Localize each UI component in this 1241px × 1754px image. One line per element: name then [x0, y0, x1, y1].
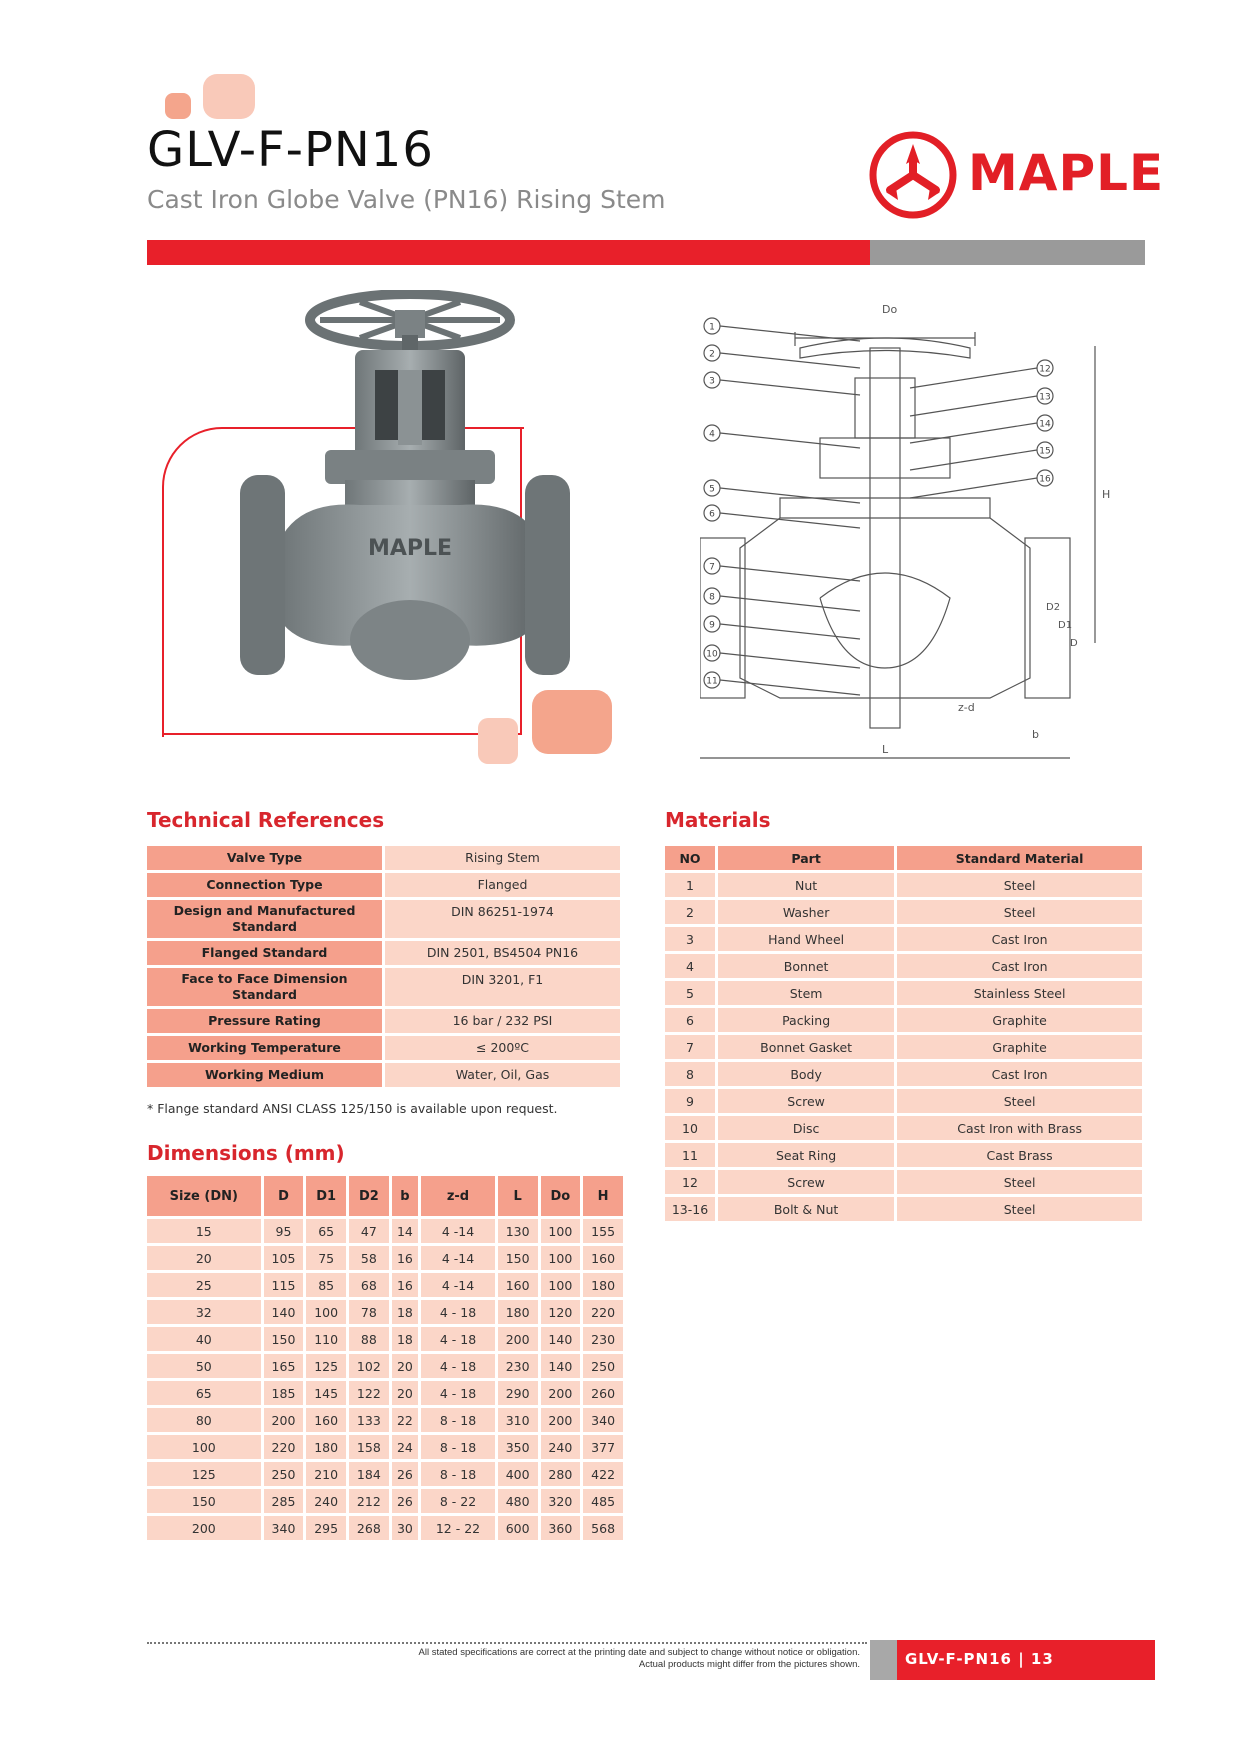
table-cell: 250 [264, 1462, 304, 1486]
table-cell: 480 [498, 1489, 538, 1513]
table-cell: 8 - 18 [421, 1435, 495, 1459]
table-cell: 15 [147, 1219, 261, 1243]
table-cell: 230 [498, 1354, 538, 1378]
dim-label-d2: D2 [1046, 602, 1061, 613]
svg-text:14: 14 [1039, 419, 1051, 430]
table-row [147, 941, 620, 965]
table-cell: 4 -14 [421, 1219, 495, 1243]
svg-text:10: 10 [706, 649, 718, 660]
column-header: Size (DN) [147, 1176, 261, 1216]
table-cell: 18 [392, 1327, 418, 1351]
svg-text:9: 9 [709, 620, 715, 631]
table-cell: 422 [583, 1462, 623, 1486]
table-row [147, 1246, 623, 1270]
table-cell: 100 [541, 1219, 581, 1243]
column-header: b [392, 1176, 418, 1216]
table-cell: 12 [665, 1170, 715, 1194]
flange-note: * Flange standard ANSI CLASS 125/150 is available upon request. [147, 1101, 558, 1116]
tech-value: 16 bar / 232 PSI [385, 1009, 620, 1033]
table-cell: 14 [392, 1219, 418, 1243]
column-header: NO [665, 846, 715, 870]
table-row [147, 1435, 623, 1459]
column-header: L [498, 1176, 538, 1216]
table-cell: 9 [665, 1089, 715, 1113]
svg-text:8: 8 [709, 592, 715, 603]
column-header: H [583, 1176, 623, 1216]
table-row [147, 1381, 623, 1405]
tech-key: Working Temperature [147, 1036, 382, 1060]
table-cell: 133 [349, 1408, 389, 1432]
svg-text:4: 4 [709, 429, 715, 440]
svg-text:12: 12 [1039, 364, 1051, 375]
table-cell: 50 [147, 1354, 261, 1378]
tech-key: Design and Manufactured Standard [147, 900, 382, 938]
table-cell: 5 [665, 981, 715, 1005]
table-cell: Steel [897, 1170, 1142, 1194]
table-cell: 4 -14 [421, 1273, 495, 1297]
column-header: Part [718, 846, 894, 870]
table-cell: 2 [665, 900, 715, 924]
table-cell: Graphite [897, 1008, 1142, 1032]
tech-key: Pressure Rating [147, 1009, 382, 1033]
table-cell: 260 [583, 1381, 623, 1405]
svg-text:3: 3 [709, 376, 715, 387]
table-cell: 4 - 18 [421, 1381, 495, 1405]
column-header: D2 [349, 1176, 389, 1216]
svg-text:7: 7 [709, 562, 715, 573]
svg-text:13: 13 [1039, 392, 1051, 403]
table-cell: 65 [306, 1219, 346, 1243]
table-cell: 180 [583, 1273, 623, 1297]
dim-label-zd: z-d [958, 701, 975, 714]
table-row [147, 1516, 623, 1540]
header-bar-red [147, 240, 870, 265]
table-cell: 102 [349, 1354, 389, 1378]
table-row [147, 900, 620, 938]
tech-value: DIN 3201, F1 [385, 968, 620, 1006]
svg-text:15: 15 [1039, 446, 1051, 457]
table-row [147, 1036, 620, 1060]
table-cell: 20 [147, 1246, 261, 1270]
callout-11 [704, 672, 860, 695]
table-cell: Nut [718, 873, 894, 897]
table-cell: 75 [306, 1246, 346, 1270]
table-cell: 100 [541, 1246, 581, 1270]
decor-square [478, 718, 518, 764]
tech-key: Valve Type [147, 846, 382, 870]
table-row [147, 1063, 620, 1087]
dim-label-d: D [1070, 638, 1078, 649]
table-row [147, 1219, 623, 1243]
table-cell: 360 [541, 1516, 581, 1540]
table-cell: 240 [541, 1435, 581, 1459]
table-cell: Bolt & Nut [718, 1197, 894, 1221]
table-row [147, 1327, 623, 1351]
table-cell: 30 [392, 1516, 418, 1540]
table-cell: 110 [306, 1327, 346, 1351]
table-cell: 6 [665, 1008, 715, 1032]
callout-3 [704, 372, 860, 395]
table-cell: 16 [392, 1273, 418, 1297]
table-cell: 8 - 22 [421, 1489, 495, 1513]
dim-label-h: H [1102, 488, 1111, 501]
table-cell: 4 - 18 [421, 1354, 495, 1378]
tech-value: DIN 86251-1974 [385, 900, 620, 938]
column-header: Standard Material [897, 846, 1142, 870]
table-cell: 22 [392, 1408, 418, 1432]
table-cell: 100 [541, 1273, 581, 1297]
table-cell: 4 - 18 [421, 1300, 495, 1324]
table-cell: 13-16 [665, 1197, 715, 1221]
table-cell: 58 [349, 1246, 389, 1270]
table-row [147, 873, 620, 897]
table-cell: 377 [583, 1435, 623, 1459]
table-cell: 400 [498, 1462, 538, 1486]
callout-5 [704, 480, 860, 503]
table-cell: 20 [392, 1354, 418, 1378]
table-cell: 600 [498, 1516, 538, 1540]
table-cell: 20 [392, 1381, 418, 1405]
table-cell: 105 [264, 1246, 304, 1270]
table-cell: 160 [306, 1408, 346, 1432]
table-cell: 240 [306, 1489, 346, 1513]
tech-key: Face to Face Dimension Standard [147, 968, 382, 1006]
disclaimer-line-2: Actual products might differ from the pictures shown. [638, 1659, 860, 1670]
table-cell: 140 [264, 1300, 304, 1324]
table-cell: 150 [147, 1489, 261, 1513]
table-cell: Graphite [897, 1035, 1142, 1059]
table-cell: Steel [897, 873, 1142, 897]
table-row [665, 873, 1142, 897]
table-cell: 295 [306, 1516, 346, 1540]
column-header: D1 [306, 1176, 346, 1216]
table-cell: 8 - 18 [421, 1462, 495, 1486]
table-row [147, 1009, 620, 1033]
dim-label-do: Do [882, 303, 898, 316]
table-cell: 140 [541, 1327, 581, 1351]
table-cell: 12 - 22 [421, 1516, 495, 1540]
table-cell: 155 [583, 1219, 623, 1243]
table-cell: Screw [718, 1089, 894, 1113]
table-row [665, 1008, 1142, 1032]
table-row [147, 1273, 623, 1297]
callout-6 [704, 505, 860, 528]
disclaimer-line-1: All stated specifications are correct at the printing date and subject to change without notice or obligation. [418, 1647, 860, 1658]
table-cell: 100 [306, 1300, 346, 1324]
cast-label: MAPLE [367, 536, 453, 561]
table-row [147, 1489, 623, 1513]
technical-table [144, 843, 623, 1090]
table-cell: 165 [264, 1354, 304, 1378]
table-cell: 100 [147, 1435, 261, 1459]
table-cell: 16 [392, 1246, 418, 1270]
table-cell: Bonnet [718, 954, 894, 978]
dim-label-l: L [882, 743, 889, 756]
product-photo-frame-bottom [162, 733, 522, 735]
table-cell: Cast Iron [897, 1062, 1142, 1086]
table-cell: 350 [498, 1435, 538, 1459]
table-cell: Cast Brass [897, 1143, 1142, 1167]
table-row [147, 1300, 623, 1324]
table-cell: 200 [147, 1516, 261, 1540]
table-cell: 158 [349, 1435, 389, 1459]
tech-key: Connection Type [147, 873, 382, 897]
table-cell: 200 [541, 1381, 581, 1405]
table-cell: 150 [264, 1327, 304, 1351]
callout-10 [704, 645, 860, 668]
table-cell: 122 [349, 1381, 389, 1405]
table-cell: 88 [349, 1327, 389, 1351]
table-cell: 10 [665, 1116, 715, 1140]
table-row [665, 900, 1142, 924]
table-cell: Packing [718, 1008, 894, 1032]
table-cell: 200 [541, 1408, 581, 1432]
callout-13 [910, 388, 1053, 416]
product-photo [240, 290, 580, 710]
table-cell: 320 [541, 1489, 581, 1513]
page-title: GLV-F-PN16 [147, 122, 434, 178]
tech-key: Flanged Standard [147, 941, 382, 965]
dimensions-heading: Dimensions (mm) [147, 1141, 345, 1165]
table-cell: 125 [306, 1354, 346, 1378]
technical-drawing [700, 298, 1120, 768]
callout-12 [910, 360, 1053, 388]
maple-leaf-icon [868, 130, 958, 220]
page-subtitle: Cast Iron Globe Valve (PN16) Rising Stem [147, 185, 666, 214]
brand-name: MAPLE [968, 144, 1165, 202]
table-cell: 280 [541, 1462, 581, 1486]
table-cell: 285 [264, 1489, 304, 1513]
table-cell: 140 [541, 1354, 581, 1378]
table-cell: Washer [718, 900, 894, 924]
table-cell: 268 [349, 1516, 389, 1540]
table-cell: 11 [665, 1143, 715, 1167]
table-cell: 8 [665, 1062, 715, 1086]
table-cell: 130 [498, 1219, 538, 1243]
table-cell: 26 [392, 1462, 418, 1486]
table-cell: Stem [718, 981, 894, 1005]
table-cell: 95 [264, 1219, 304, 1243]
callout-2 [704, 345, 860, 368]
table-cell: 250 [583, 1354, 623, 1378]
table-cell: 65 [147, 1381, 261, 1405]
table-cell: 220 [583, 1300, 623, 1324]
table-cell: 115 [264, 1273, 304, 1297]
table-row [665, 954, 1142, 978]
table-cell: Cast Iron [897, 954, 1142, 978]
table-row [147, 1462, 623, 1486]
table-row [665, 981, 1142, 1005]
table-cell: 3 [665, 927, 715, 951]
dim-label-d1: D1 [1058, 620, 1073, 631]
materials-heading: Materials [665, 808, 771, 832]
table-cell: Steel [897, 1089, 1142, 1113]
table-cell: 25 [147, 1273, 261, 1297]
table-cell: 8 - 18 [421, 1408, 495, 1432]
table-cell: 120 [541, 1300, 581, 1324]
table-cell: 184 [349, 1462, 389, 1486]
table-cell: 200 [264, 1408, 304, 1432]
table-row [147, 1354, 623, 1378]
callout-7 [704, 558, 860, 581]
footer-divider [147, 1642, 867, 1644]
table-row [665, 1143, 1142, 1167]
footer-disclaimer [300, 1647, 860, 1671]
table-cell: 4 [665, 954, 715, 978]
table-row [147, 846, 620, 870]
table-cell: Hand Wheel [718, 927, 894, 951]
table-cell: 568 [583, 1516, 623, 1540]
table-cell: 210 [306, 1462, 346, 1486]
table-row [665, 1062, 1142, 1086]
footer-gray-block [870, 1640, 897, 1680]
table-cell: 180 [498, 1300, 538, 1324]
table-row [665, 1116, 1142, 1140]
svg-text:2: 2 [709, 349, 715, 360]
callout-16 [910, 470, 1053, 498]
table-cell: 4 - 18 [421, 1327, 495, 1351]
table-cell: 180 [306, 1435, 346, 1459]
table-cell: Seat Ring [718, 1143, 894, 1167]
table-row [147, 968, 620, 1006]
callout-8 [704, 588, 860, 611]
tech-value: Rising Stem [385, 846, 620, 870]
table-cell: 290 [498, 1381, 538, 1405]
maple-logo [868, 130, 958, 220]
table-row [665, 1089, 1142, 1113]
table-cell: 32 [147, 1300, 261, 1324]
tech-value: ≤ 200ºC [385, 1036, 620, 1060]
table-cell: Bonnet Gasket [718, 1035, 894, 1059]
decor-square [165, 93, 191, 119]
table-cell: 80 [147, 1408, 261, 1432]
table-cell: 220 [264, 1435, 304, 1459]
svg-text:1: 1 [709, 322, 715, 333]
table-cell: 18 [392, 1300, 418, 1324]
table-cell: 68 [349, 1273, 389, 1297]
table-row [665, 1035, 1142, 1059]
table-cell: 200 [498, 1327, 538, 1351]
table-cell: 185 [264, 1381, 304, 1405]
table-cell: 24 [392, 1435, 418, 1459]
table-cell: 340 [583, 1408, 623, 1432]
table-cell: 7 [665, 1035, 715, 1059]
table-header-row [147, 1176, 623, 1216]
table-cell: Disc [718, 1116, 894, 1140]
table-cell: 160 [498, 1273, 538, 1297]
table-cell: 230 [583, 1327, 623, 1351]
table-cell: 85 [306, 1273, 346, 1297]
callout-15 [910, 442, 1053, 470]
table-cell: 47 [349, 1219, 389, 1243]
table-cell: 40 [147, 1327, 261, 1351]
tech-key: Working Medium [147, 1063, 382, 1087]
dim-label-b: b [1032, 728, 1039, 741]
table-cell: 78 [349, 1300, 389, 1324]
table-cell: 1 [665, 873, 715, 897]
header-bar-gray [870, 240, 1145, 265]
table-cell: 340 [264, 1516, 304, 1540]
table-row [665, 1170, 1142, 1194]
decor-square [203, 74, 255, 119]
table-cell: 160 [583, 1246, 623, 1270]
materials-table [662, 843, 1145, 1224]
table-cell: 150 [498, 1246, 538, 1270]
dimensions-table [144, 1173, 626, 1543]
svg-text:11: 11 [706, 676, 718, 687]
footer-page-label: GLV-F-PN16 | 13 [905, 1650, 1054, 1668]
callout-4 [704, 425, 860, 448]
svg-text:5: 5 [709, 484, 715, 495]
table-cell: Cast Iron with Brass [897, 1116, 1142, 1140]
table-cell: Screw [718, 1170, 894, 1194]
svg-text:6: 6 [709, 509, 715, 520]
callout-9 [704, 616, 860, 639]
table-cell: Steel [897, 900, 1142, 924]
table-cell: 310 [498, 1408, 538, 1432]
table-header-row [665, 846, 1142, 870]
column-header: Do [541, 1176, 581, 1216]
table-cell: 145 [306, 1381, 346, 1405]
column-header: D [264, 1176, 304, 1216]
table-row [147, 1408, 623, 1432]
table-cell: 4 -14 [421, 1246, 495, 1270]
table-row [665, 1197, 1142, 1221]
table-cell: 485 [583, 1489, 623, 1513]
technical-heading: Technical References [147, 808, 385, 832]
table-cell: Steel [897, 1197, 1142, 1221]
table-cell: 212 [349, 1489, 389, 1513]
svg-text:16: 16 [1039, 474, 1051, 485]
tech-value: Flanged [385, 873, 620, 897]
table-row [665, 927, 1142, 951]
table-cell: 26 [392, 1489, 418, 1513]
callout-14 [910, 415, 1053, 443]
tech-value: DIN 2501, BS4504 PN16 [385, 941, 620, 965]
tech-value: Water, Oil, Gas [385, 1063, 620, 1087]
table-cell: 125 [147, 1462, 261, 1486]
column-header: z-d [421, 1176, 495, 1216]
table-cell: Stainless Steel [897, 981, 1142, 1005]
table-cell: Body [718, 1062, 894, 1086]
table-cell: Cast Iron [897, 927, 1142, 951]
